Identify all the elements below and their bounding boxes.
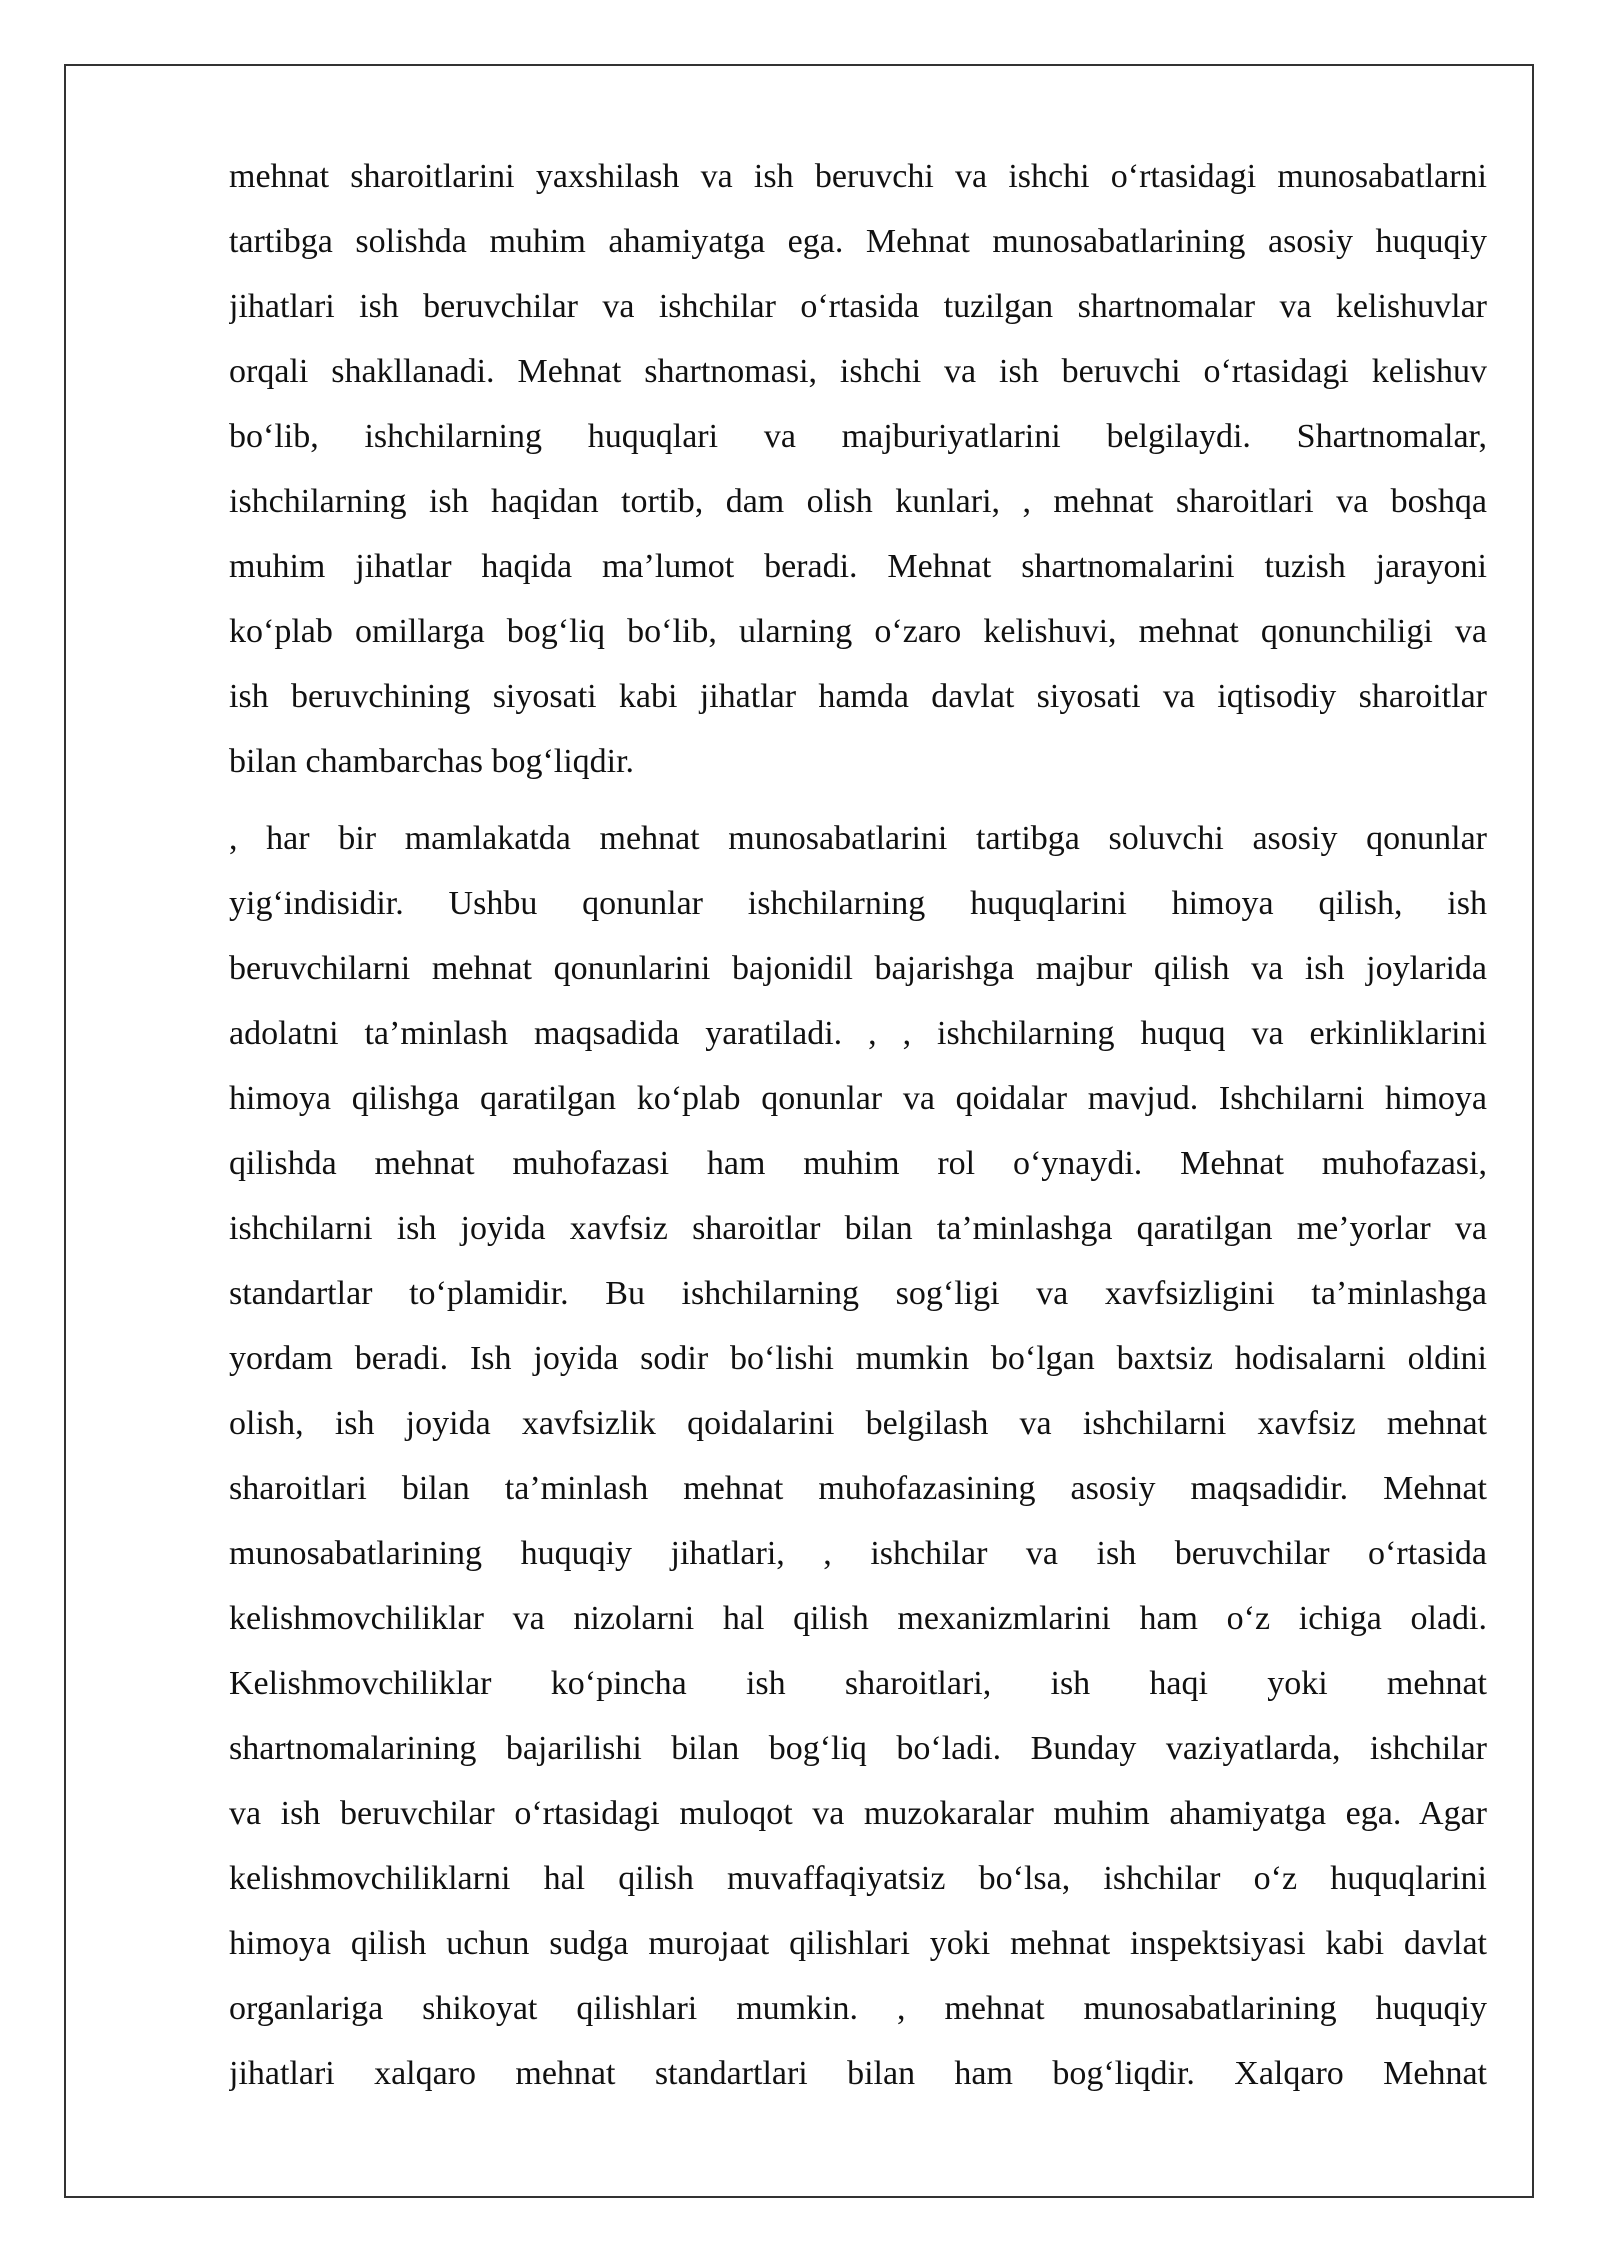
text-line: olish, ish joyida xavfsizlik qoidalarini belgilash va ishchilarni xavfsiz mehnat xyxy=(229,1405,1487,1442)
text-line: yig‘indisidir. Ushbu qonunlar ishchilarning huquqlarini himoya qilish, ish xyxy=(229,885,1487,922)
paragraph-spacing xyxy=(229,794,1487,806)
text-line: ish beruvchining siyosati kabi jihatlar hamda davlat siyosati va iqtisodiy sharoitlar xyxy=(229,678,1487,715)
text-line: jihatlari xalqaro mehnat standartlari bilan ham bog‘liqdir. Xalqaro Mehnat xyxy=(229,2055,1487,2092)
text-line: shartnomalarining bajarilishi bilan bog‘liq bo‘ladi. Bunday vaziyatlarda, ishchilar xyxy=(229,1730,1487,1767)
text-line: kelishmovchiliklarni hal qilish muvaffaqiyatsiz bo‘lsa, ishchilar o‘z huquqlarini xyxy=(229,1860,1487,1897)
text-line: Kelishmovchiliklar ko‘pincha ish sharoitlari, ish haqi yoki mehnat xyxy=(229,1665,1487,1702)
text-line: adolatni ta’minlash maqsadida yaratiladi. , , ishchilarning huquq va erkinliklarini xyxy=(229,1015,1487,1052)
text-line: , har bir mamlakatda mehnat munosabatlarini tartibga soluvchi asosiy qonunlar xyxy=(229,820,1487,857)
text-line: ko‘plab omillarga bog‘liq bo‘lib, ularning o‘zaro kelishuvi, mehnat qonunchiligi va xyxy=(229,613,1487,650)
text-line: ishchilarning ish haqidan tortib, dam olish kunlari, , mehnat sharoitlari va boshqa xyxy=(229,483,1487,520)
text-line: jihatlari ish beruvchilar va ishchilar o‘rtasida tuzilgan shartnomalar va kelishuvlar xyxy=(229,288,1487,325)
text-line: kelishmovchiliklar va nizolarni hal qilish mexanizmlarini ham o‘z ichiga oladi. xyxy=(229,1600,1487,1637)
text-line: sharoitlari bilan ta’minlash mehnat muhofazasining asosiy maqsadidir. Mehnat xyxy=(229,1470,1487,1507)
text-line: himoya qilish uchun sudga murojaat qilishlari yoki mehnat inspektsiyasi kabi davlat xyxy=(229,1925,1487,1962)
text-line: beruvchilarni mehnat qonunlarini bajonidil bajarishga majbur qilish va ish joylarida xyxy=(229,950,1487,987)
text-line: organlariga shikoyat qilishlari mumkin. , mehnat munosabatlarining huquqiy xyxy=(229,1990,1487,2027)
text-line: mehnat sharoitlarini yaxshilash va ish beruvchi va ishchi o‘rtasidagi munosabatlarni xyxy=(229,158,1487,195)
text-line: va ish beruvchilar o‘rtasidagi muloqot va muzokaralar muhim ahamiyatga ega. Agar xyxy=(229,1795,1487,1832)
text-line: bo‘lib, ishchilarning huquqlari va majburiyatlarini belgilaydi. Shartnomalar, xyxy=(229,418,1487,455)
paragraph-1 xyxy=(229,144,1487,794)
text-line: himoya qilishga qaratilgan ko‘plab qonunlar va qoidalar mavjud. Ishchilarni himoya xyxy=(229,1080,1487,1117)
text-line: yordam beradi. Ish joyida sodir bo‘lishi mumkin bo‘lgan baxtsiz hodisalarni oldini xyxy=(229,1340,1487,1377)
text-line: tartibga solishda muhim ahamiyatga ega. Mehnat munosabatlarining asosiy huquqiy xyxy=(229,223,1487,260)
text-line: muhim jihatlar haqida ma’lumot beradi. Mehnat shartnomalarini tuzish jarayoni xyxy=(229,548,1487,585)
paragraph-2 xyxy=(229,806,1487,2106)
document-body xyxy=(229,144,1487,2106)
text-line: munosabatlarining huquqiy jihatlari, , ishchilar va ish beruvchilar o‘rtasida xyxy=(229,1535,1487,1572)
text-line: orqali shakllanadi. Mehnat shartnomasi, ishchi va ish beruvchi o‘rtasidagi kelishuv xyxy=(229,353,1487,390)
text-line: qilishda mehnat muhofazasi ham muhim rol o‘ynaydi. Mehnat muhofazasi, xyxy=(229,1145,1487,1182)
text-line: bilan chambarchas bog‘liqdir. xyxy=(229,743,635,780)
text-line: ishchilarni ish joyida xavfsiz sharoitlar bilan ta’minlashga qaratilgan me’yorlar va xyxy=(229,1210,1487,1247)
text-line: standartlar to‘plamidir. Bu ishchilarning sog‘ligi va xavfsizligini ta’minlashga xyxy=(229,1275,1487,1312)
